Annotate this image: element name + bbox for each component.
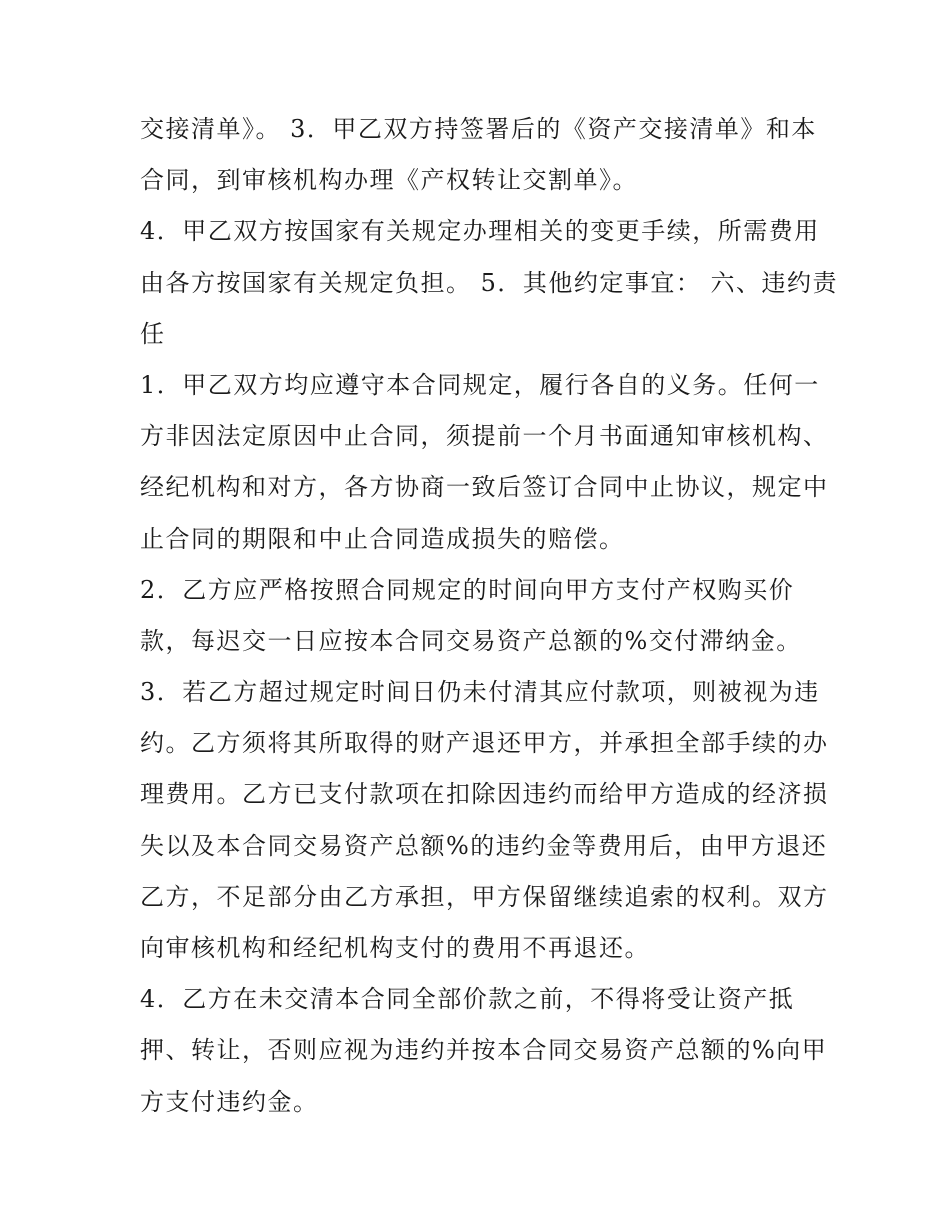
text-line: 款，每迟交一日应按本合同交易资产总额的%交付滞纳金。 [140, 626, 802, 655]
text-line: 任 [140, 319, 166, 348]
document-body [140, 104, 839, 1128]
text-line: 交接清单》。 3．甲乙双方持签署后的《资产交接清单》和本 [140, 115, 817, 143]
text-line: 由各方按国家有关规定负担。 5．其他约定事宜： 六、违约责 [140, 268, 839, 297]
text-line: 1．甲乙双方均应遵守本合同规定，履行各自的义务。任何一 [140, 370, 820, 399]
text-line: 方支付违约金。 [140, 1087, 319, 1116]
text-line: 失以及本合同交易资产总额%的违约金等费用后，由甲方退还 [140, 831, 828, 860]
text-line: 4．甲乙双方按国家有关规定办理相关的变更手续，所需费用 [140, 217, 820, 246]
text-line: 3．若乙方超过规定时间日仍未付清其应付款项，则被视为违 [140, 678, 820, 707]
text-line: 经纪机构和对方，各方协商一致后签订合同中止协议，规定中 [140, 473, 829, 502]
text-line: 乙方，不足部分由乙方承担，甲方保留继续追索的权利。双方 [140, 882, 829, 911]
text-line: 约。乙方须将其所取得的财产退还甲方，并承担全部手续的办 [140, 729, 829, 758]
text-line: 押、转让，否则应视为违约并按本合同交易资产总额的%向甲 [140, 1036, 828, 1065]
text-line: 2．乙方应严格按照合同规定的时间向甲方支付产权购买价 [140, 575, 795, 604]
text-line: 止合同的期限和中止合同造成损失的赔偿。 [140, 524, 625, 553]
text-line: 理费用。乙方已支付款项在扣除因违约而给甲方造成的经济损 [140, 780, 829, 809]
text-line: 4．乙方在未交清本合同全部价款之前，不得将受让资产抵 [140, 985, 795, 1014]
text-line: 合同，到审核机构办理《产权转让交割单》。 [140, 166, 638, 195]
text-line: 方非因法定原因中止合同，须提前一个月书面通知审核机构、 [140, 422, 829, 451]
text-line: 向审核机构和经纪机构支付的费用不再退还。 [140, 934, 650, 962]
